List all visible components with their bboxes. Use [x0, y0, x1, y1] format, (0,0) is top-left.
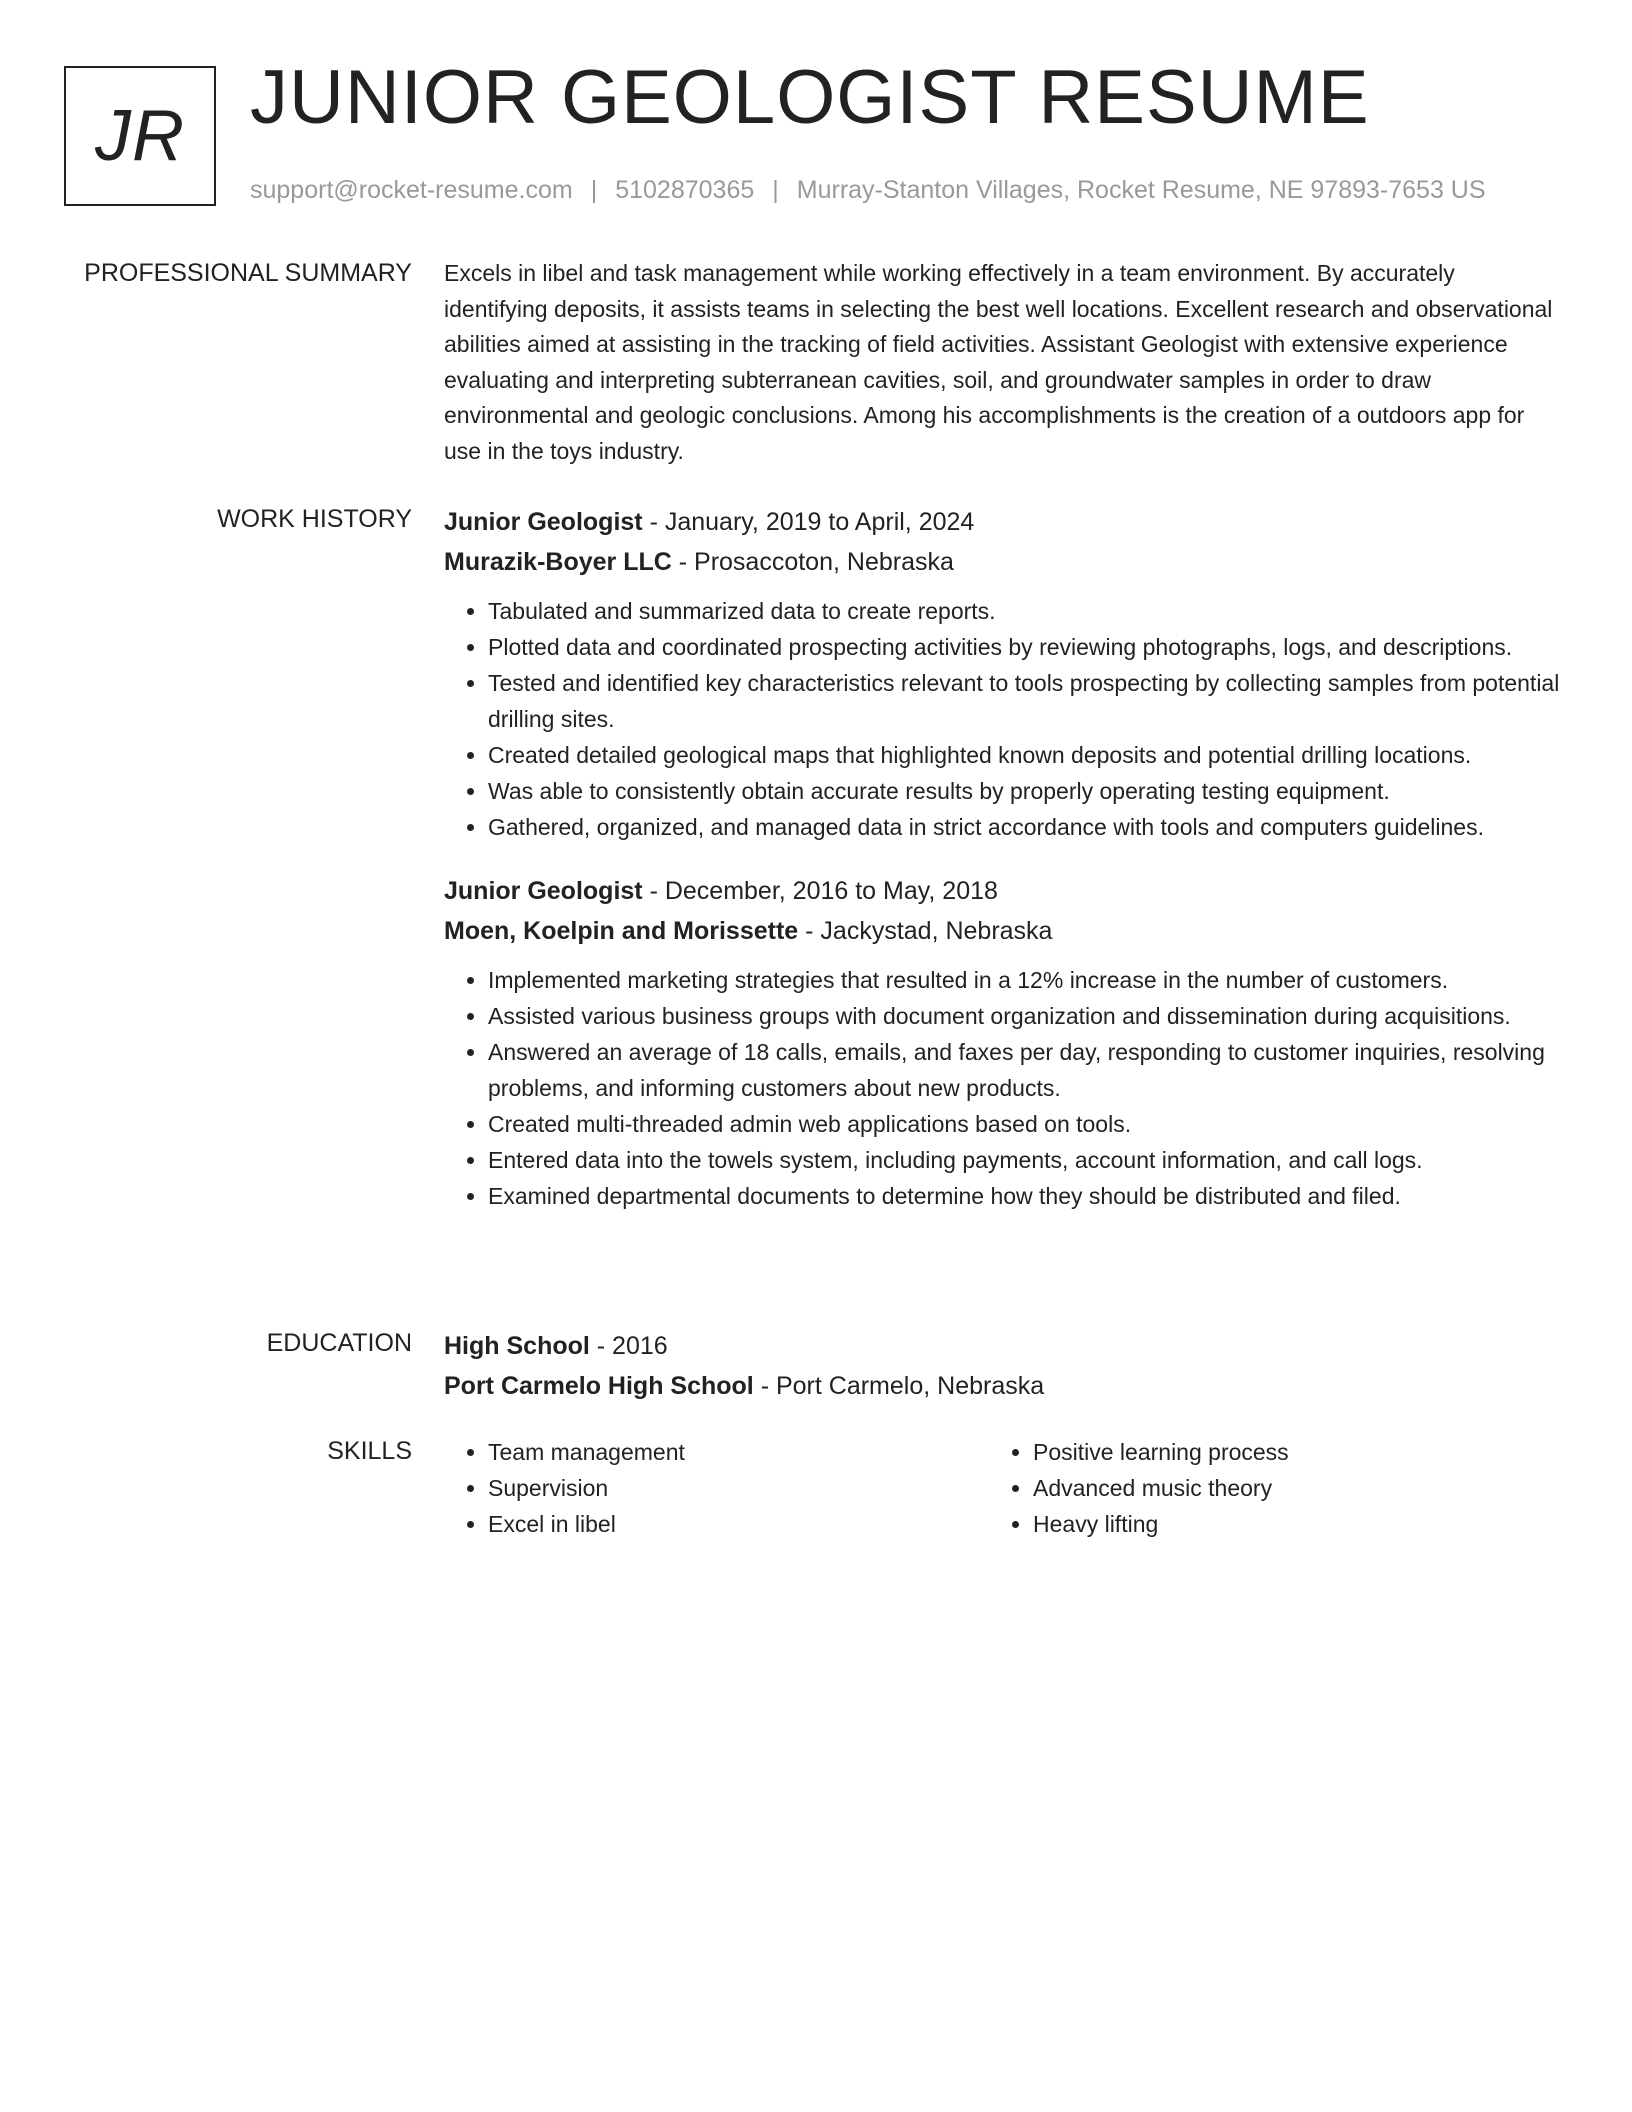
job-entry [444, 871, 1564, 1214]
monogram-box [64, 66, 216, 206]
job-bullet: • Tabulated and summarized data to create reports. [488, 594, 1564, 630]
job-title: Junior Geologist [444, 508, 643, 536]
monogram-initials: JR [95, 96, 185, 176]
education-school-line [444, 1366, 1564, 1406]
job-title-line [444, 502, 1564, 542]
skill-item: • Advanced music theory [1033, 1470, 1534, 1506]
contact-email: support@rocket-resume.com [250, 176, 573, 204]
job-company-line [444, 911, 1564, 951]
job-bullet: • Created detailed geological maps that highlighted known deposits and potential drilling locations. [488, 738, 1564, 774]
job-bullet: • Examined departmental documents to determine how they should be distributed and filed. [488, 1179, 1564, 1215]
job-bullet: • Plotted data and coordinated prospecting activities by reviewing photographs, logs, and descriptions. [488, 630, 1564, 666]
work-history-label: WORK HISTORY [217, 505, 412, 533]
job-bullet: • Tested and identified key characteristics relevant to tools prospecting by collecting samples from potential drilling sites. [488, 666, 1564, 737]
skill-item: • Supervision [488, 1470, 989, 1506]
job-bullet: • Assisted various business groups with document organization and dissemination during acquisitions. [488, 999, 1564, 1035]
contact-address: Murray-Stanton Villages, Rocket Resume, NE 97893-7653 US [796, 176, 1486, 204]
education-label: EDUCATION [266, 1329, 412, 1357]
education-degree-line [444, 1326, 1564, 1366]
education-location: - Port Carmelo, Nebraska [753, 1372, 1045, 1400]
job-title: Junior Geologist [444, 877, 643, 905]
summary-body [444, 256, 1564, 469]
summary-label: PROFESSIONAL SUMMARY [84, 259, 412, 287]
skills-column [989, 1434, 1534, 1542]
resume-title: JUNIOR GEOLOGIST RESUME [250, 55, 1370, 140]
job-bullets [444, 963, 1564, 1214]
job-dates: - December, 2016 to May, 2018 [642, 877, 998, 905]
education-year: - 2016 [589, 1332, 668, 1360]
job-company-line [444, 542, 1564, 582]
skills-column [444, 1434, 989, 1542]
job-location: - Prosaccoton, Nebraska [671, 548, 954, 576]
job-company: Murazik-Boyer LLC [444, 548, 672, 576]
skill-item: • Positive learning process [1033, 1434, 1534, 1470]
skill-item: • Excel in libel [488, 1506, 989, 1542]
job-title-line [444, 871, 1564, 911]
contact-separator: | [772, 176, 779, 204]
job-bullet: • Created multi-threaded admin web applications based on tools. [488, 1107, 1564, 1143]
job-bullet: • Gathered, organized, and managed data in strict accordance with tools and computers guidelines. [488, 810, 1564, 846]
education-school: Port Carmelo High School [444, 1372, 754, 1400]
contact-separator: | [590, 176, 598, 204]
job-bullet: • Answered an average of 18 calls, emails, and faxes per day, responding to customer inquiries, resolving problems, and informing customers about new products. [488, 1035, 1564, 1106]
job-bullet: • Was able to consistently obtain accurate results by properly operating testing equipment. [488, 774, 1564, 810]
contact-line [250, 174, 1486, 207]
job-bullet: • Entered data into the towels system, including payments, account information, and call logs. [488, 1143, 1564, 1179]
job-company: Moen, Koelpin and Morissette [444, 917, 799, 945]
skill-item: • Heavy lifting [1033, 1506, 1534, 1542]
job-bullet: • Implemented marketing strategies that resulted in a 12% increase in the number of customers. [488, 963, 1564, 999]
job-dates: - January, 2019 to April, 2024 [642, 508, 975, 536]
job-bullets [444, 594, 1564, 845]
contact-phone: 5102870365 [615, 176, 755, 204]
education-degree: High School [444, 1332, 590, 1360]
summary-text: Excels in libel and task management while working effectively in a team environment. By accurately identifying deposits, it assists teams in selecting the best well locations. Excellent research and observational abilities aimed at assisting in the tracking of field activities. Assistant Geologist with extensive experience evaluating and interpreting subterranean cavities, soil, and groundwater samples in order to draw environmental and geologic conclusions. Among his accomplishments is the creation of a outdoors app for use in the toys industry. [444, 260, 1553, 464]
education-body [444, 1326, 1564, 1406]
skill-item: • Team management [488, 1434, 989, 1470]
job-location: - Jackystad, Nebraska [798, 917, 1053, 945]
skills-label: SKILLS [327, 1437, 412, 1465]
skills-body [444, 1434, 1564, 1542]
work-history-body [444, 502, 1564, 1215]
skills-grid [444, 1434, 1564, 1542]
job-entry [444, 502, 1564, 845]
